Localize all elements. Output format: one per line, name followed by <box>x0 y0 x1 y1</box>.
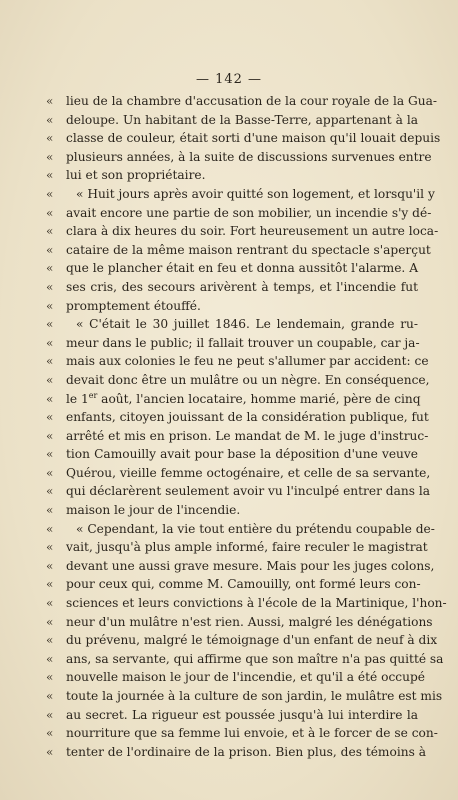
line-text: tion Camouilly avait pour base la déposition d'une veuve <box>66 447 418 462</box>
line-text: « C'était le 30 juillet 1846. Le lendemain, grande ru- <box>76 317 418 332</box>
line-text: cataire de la même maison rentrant du spectacle s'aperçut <box>66 242 431 257</box>
text-line <box>46 352 429 371</box>
quote-mark: « <box>46 670 54 685</box>
quote-mark: « <box>46 391 54 406</box>
line-text: neur d'un mulâtre n'est rien. Aussi, malgré les dénégations <box>66 614 433 629</box>
text-line <box>46 594 447 613</box>
text-line <box>46 445 418 464</box>
quote-mark: « <box>46 205 54 220</box>
quote-mark: « <box>46 149 54 164</box>
text-line <box>46 166 418 185</box>
text-line <box>46 92 437 111</box>
quote-mark: « <box>46 131 54 146</box>
line-text: toute la journée à la culture de son jardin, le mulâtre est mis <box>66 689 443 703</box>
text-line <box>46 706 418 725</box>
text-line <box>46 482 431 501</box>
quote-mark: « <box>46 707 54 722</box>
line-text: pour ceux qui, comme M. Camouilly, ont formé leurs con- <box>66 577 421 592</box>
page-body <box>46 92 447 761</box>
text-line <box>46 464 431 483</box>
line-text: mais aux colonies le feu ne peut s'allumer par accident: ce <box>66 354 429 369</box>
quote-mark: « <box>46 224 54 239</box>
quote-mark: « <box>46 633 54 648</box>
line-text: nourriture que sa femme lui envoie, et à le forcer de se con- <box>66 726 438 741</box>
quote-mark: « <box>46 540 54 555</box>
text-line <box>46 278 418 297</box>
text-line <box>46 390 421 409</box>
quote-mark: « <box>46 651 54 666</box>
quote-mark: « <box>46 354 54 369</box>
quote-mark: « <box>46 279 54 294</box>
text-line <box>46 613 433 632</box>
text-line <box>46 408 429 427</box>
text-line <box>46 222 439 241</box>
page-number: — 142 — <box>195 72 263 87</box>
line-text: nouvelle maison le jour de l'incendie, et qu'il a été occupé <box>66 670 425 685</box>
line-text-rest: août, l'ancien locataire, homme marié, père de cinq <box>97 391 421 406</box>
quote-mark: « <box>46 596 54 611</box>
line-text: devant une aussi grave mesure. Mais pour les juges colons, <box>66 558 435 573</box>
text-line <box>46 334 420 353</box>
quote-mark: « <box>46 112 54 127</box>
text-line <box>46 743 426 762</box>
text-line <box>46 241 431 260</box>
text-line <box>46 427 429 446</box>
line-text: sciences et leurs convictions à l'école de la Martinique, l'hon- <box>66 596 447 611</box>
quote-mark: « <box>46 372 54 387</box>
text-line <box>46 724 438 743</box>
line-text: enfants, citoyen jouissant de la considération publique, fut <box>66 410 429 425</box>
text-line <box>46 668 425 687</box>
line-text-prefix: le 1 <box>66 391 89 406</box>
quote-mark: « <box>46 521 54 536</box>
line-text: deloupe. Un habitant de la Basse-Terre, appartenant à la <box>66 112 418 127</box>
quote-mark: « <box>46 465 54 480</box>
line-text: Quérou, vieille femme octogénaire, et celle de sa servante, <box>66 465 431 480</box>
text-line <box>46 148 432 167</box>
quote-mark: « <box>46 689 54 703</box>
line-text: avait encore une partie de son mobilier, un incendie s'y dé- <box>66 205 432 220</box>
text-line <box>46 687 443 706</box>
text-line <box>46 538 428 557</box>
line-text: classe de couleur, était sorti d'une maison qu'il louait depuis <box>66 131 441 146</box>
quote-mark: « <box>46 410 54 425</box>
text-line <box>46 557 435 576</box>
line-text: arrêté et mis en prison. Le mandat de M. le juge d'instruc- <box>66 428 429 443</box>
text-line <box>46 111 418 130</box>
line-text: devait donc être un mulâtre ou un nègre. En conséquence, <box>66 372 430 387</box>
text-line <box>46 501 418 520</box>
line-text: du prévenu, malgré le témoignage d'un enfant de neuf à dix <box>66 633 438 648</box>
line-text <box>66 392 421 406</box>
text-line <box>46 259 418 278</box>
quote-mark: « <box>46 242 54 257</box>
text-line <box>46 297 418 316</box>
quote-mark: « <box>46 558 54 573</box>
quote-mark: « <box>46 186 54 201</box>
line-text: maison le jour de l'incendie. <box>66 503 241 518</box>
quote-mark: « <box>46 503 54 518</box>
line-text: qui déclarèrent seulement avoir vu l'inculpé entrer dans la <box>66 484 431 499</box>
quote-mark: « <box>46 335 54 350</box>
line-text: meur dans le public; il fallait trouver un coupable, car ja- <box>66 335 420 350</box>
quote-mark: « <box>46 744 54 759</box>
line-text: ses cris, des secours arivèrent à temps, et l'incendie fut <box>66 279 418 294</box>
quote-mark: « <box>46 484 54 499</box>
quote-mark: « <box>46 317 54 332</box>
line-text: vait, jusqu'à plus ample informé, faire reculer le magistrat <box>66 540 428 555</box>
text-line <box>46 520 435 539</box>
text-line <box>46 371 430 390</box>
quote-mark: « <box>46 614 54 629</box>
text-line <box>46 129 441 148</box>
superscript: er <box>88 390 98 400</box>
line-text: lui et son propriétaire. <box>66 168 206 183</box>
quote-mark: « <box>46 447 54 462</box>
line-text: ans, sa servante, qui affirme que son maître n'a pas quitté sa <box>66 651 444 666</box>
text-line <box>46 185 435 204</box>
quote-mark: « <box>46 168 54 183</box>
text-line <box>46 315 418 334</box>
line-text: promptement étouffé. <box>66 298 201 313</box>
line-text: clara à dix heures du soir. Fort heureusement un autre loca- <box>66 224 439 239</box>
line-text: plusieurs années, à la suite de discussions survenues entre <box>66 149 432 164</box>
text-line <box>46 650 444 669</box>
quote-mark: « <box>46 428 54 443</box>
line-text: « Cependant, la vie tout entière du prétendu coupable de- <box>76 521 435 536</box>
line-text: « Huit jours après avoir quitté son logement, et lorsqu'il y <box>76 186 435 201</box>
line-text: tenter de l'ordinaire de la prison. Bien plus, des témoins à <box>66 744 426 759</box>
line-text: au secret. La rigueur est poussée jusqu'à lui interdire la <box>66 707 418 722</box>
quote-mark: « <box>46 94 54 108</box>
text-line <box>46 575 421 594</box>
text-line <box>46 204 432 223</box>
quote-mark: « <box>46 726 54 741</box>
text-line <box>46 631 438 650</box>
line-text: lieu de la chambre d'accusation de la cour royale de la Gua- <box>66 94 437 108</box>
line-text: que le plancher était en feu et donna aussitôt l'alarme. A <box>66 261 418 276</box>
quote-mark: « <box>46 298 54 313</box>
quote-mark: « <box>46 577 54 592</box>
quote-mark: « <box>46 261 54 276</box>
